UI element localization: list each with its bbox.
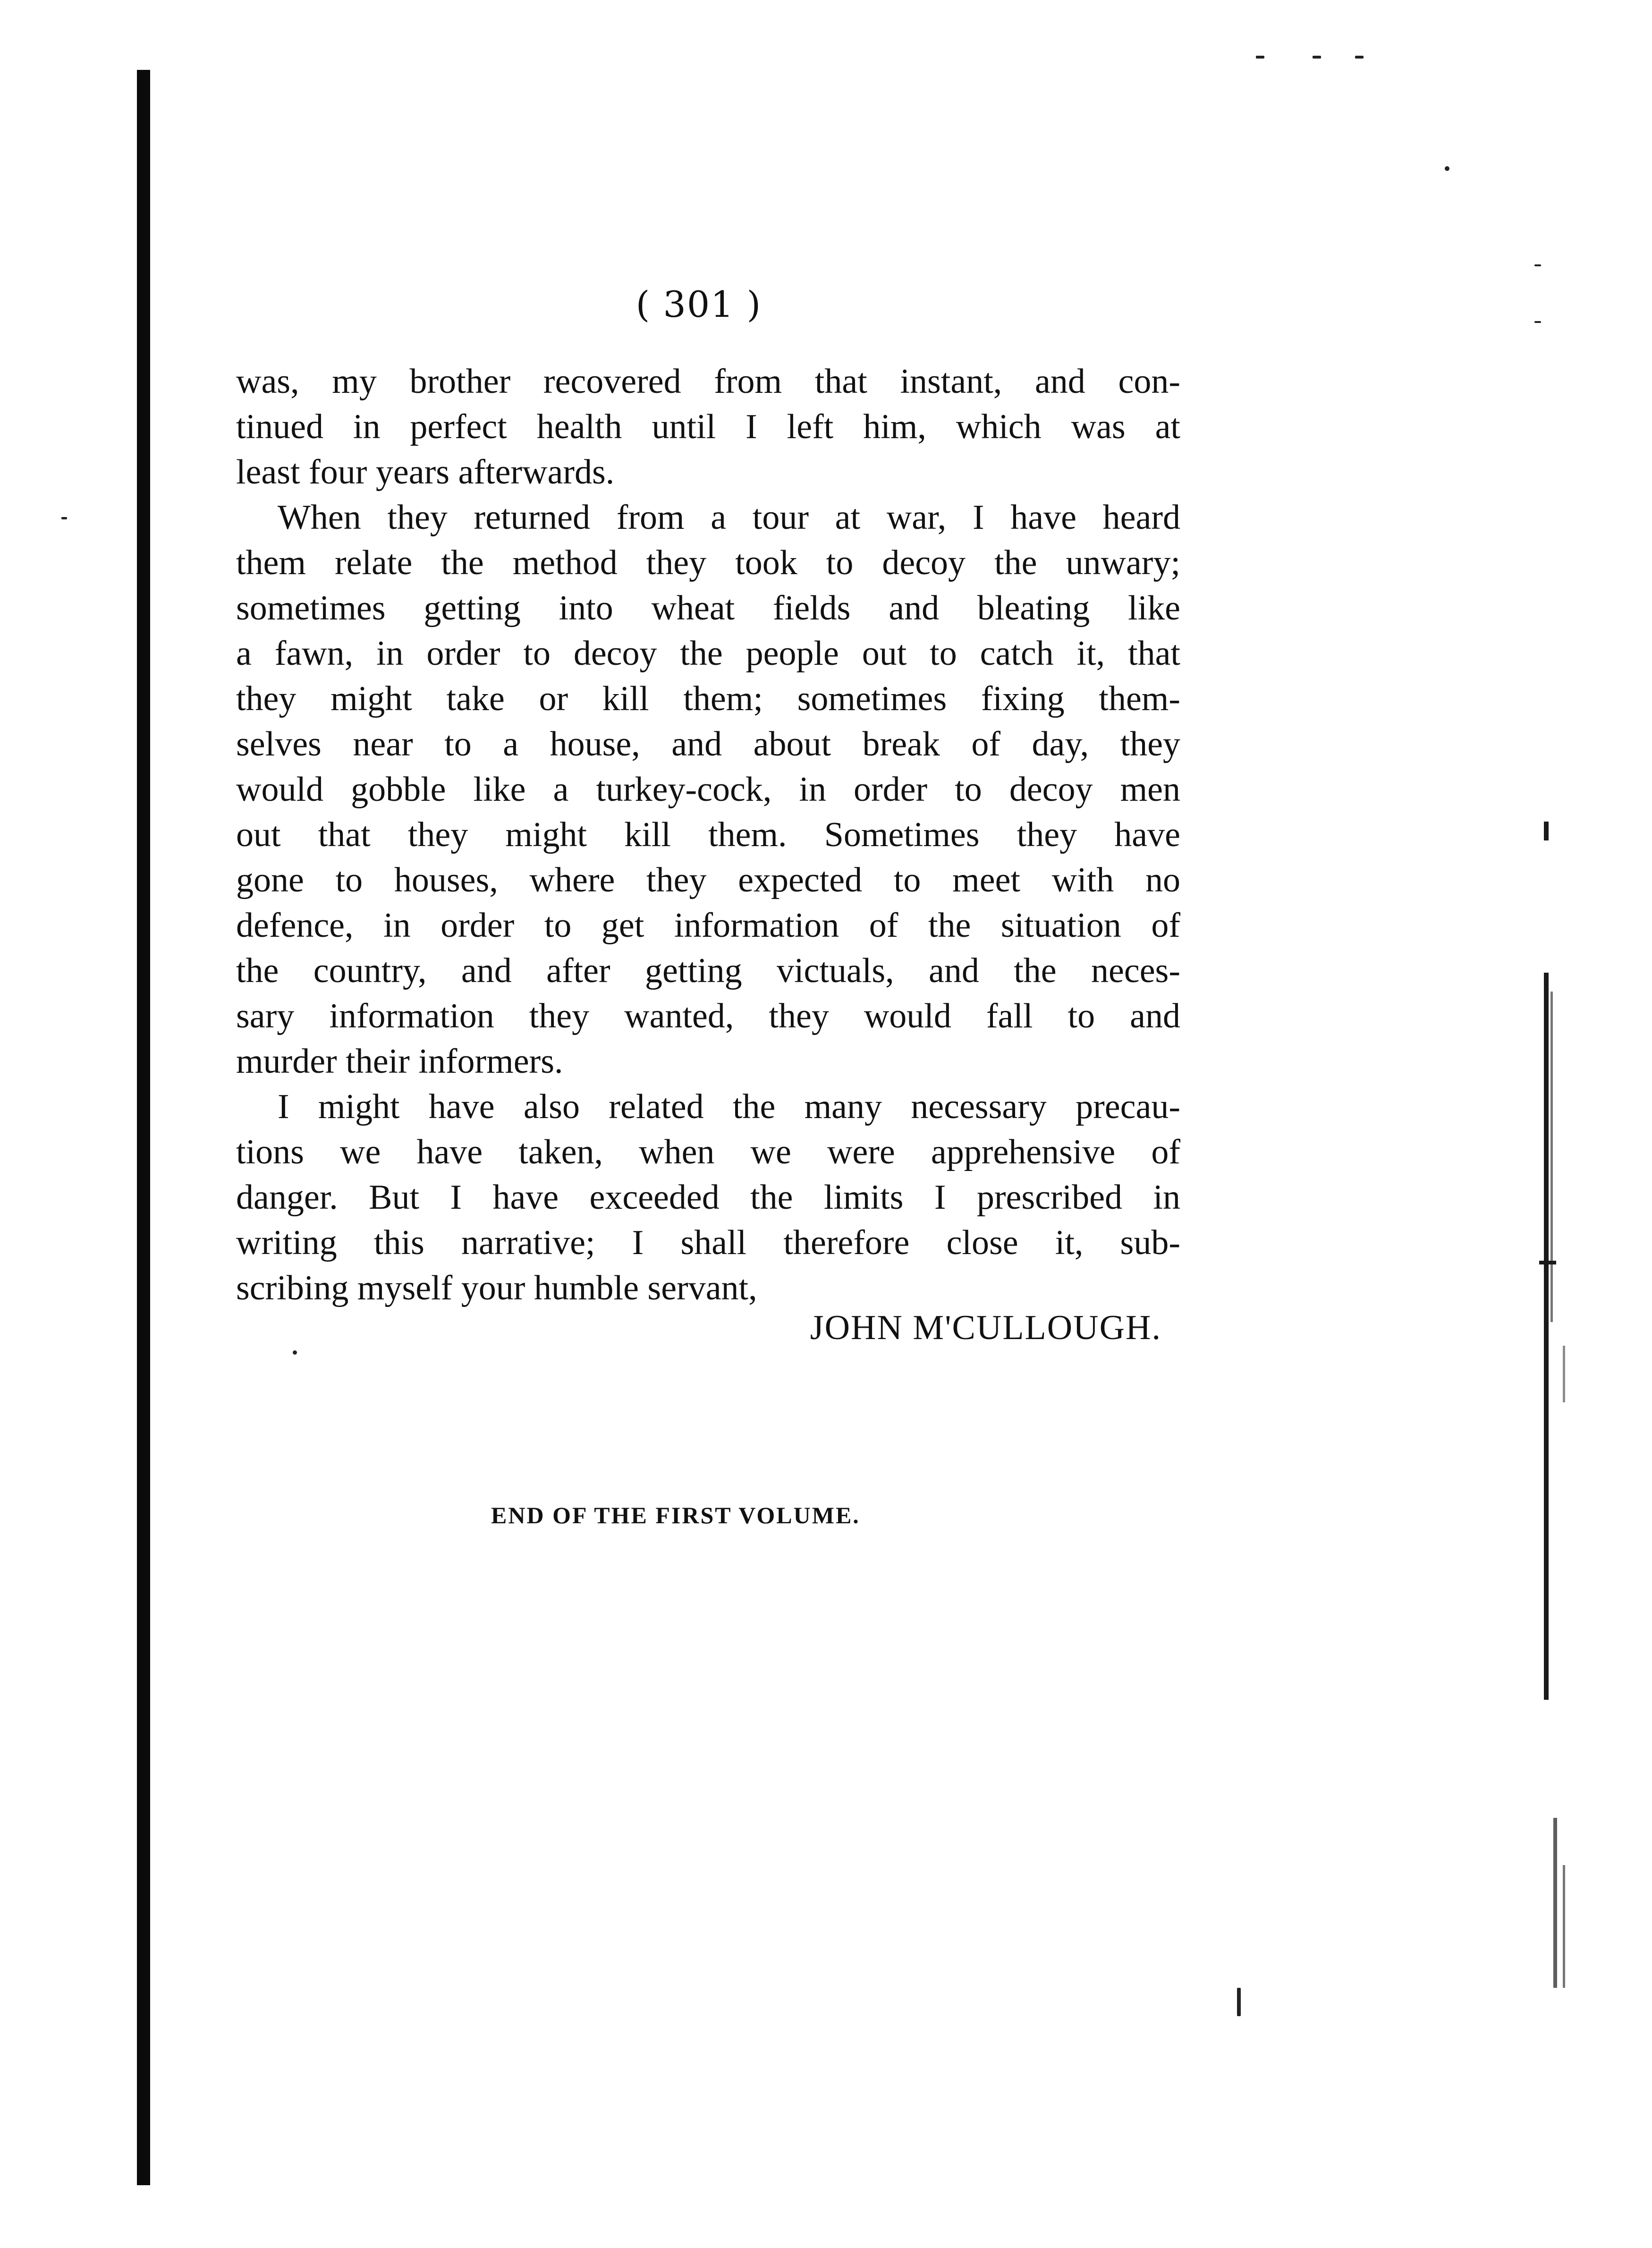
text-line: When they returned from a tour at war, I have heard — [278, 498, 1180, 537]
end-of-volume-note: END OF THE FIRST VOLUME. — [491, 1502, 860, 1528]
text-line: writing this narrative; I shall therefore close it, sub- — [236, 1223, 1180, 1262]
text-line: would gobble like a turkey-cock, in order to decoy men — [236, 770, 1180, 809]
text-line: sary information they wanted, they would fall to and — [236, 997, 1180, 1035]
text-line: murder their informers. — [236, 1042, 563, 1081]
page-edge-scan-artifacts — [1544, 614, 1586, 2172]
text-line: they might take or kill them; sometimes fixing them- — [236, 679, 1180, 718]
text-line: tions we have taken, when we were apprehensive of — [236, 1133, 1180, 1171]
text-line: danger. But I have exceeded the limits I prescribed in — [236, 1178, 1180, 1217]
text-line: I might have also related the many necessary precau- — [278, 1087, 1180, 1126]
text-line: sometimes getting into wheat fields and bleating like — [236, 589, 1180, 628]
page-number: ( 301 ) — [635, 283, 762, 325]
paragraph — [236, 495, 1180, 1084]
text-line: was, my brother recovered from that instant, and con- — [236, 362, 1180, 401]
text-line: the country, and after getting victuals, and the neces- — [236, 951, 1180, 990]
paragraph — [236, 359, 1180, 495]
text-line: them relate the method they took to decoy the unwary; — [236, 543, 1180, 582]
text-line: out that they might kill them. Sometimes they have — [236, 815, 1180, 854]
text-line: least four years afterwards. — [236, 453, 615, 492]
text-line: a fawn, in order to decoy the people out to catch it, that — [236, 634, 1180, 673]
body-text — [236, 359, 1180, 1311]
text-line: gone to houses, where they expected to meet with no — [236, 861, 1180, 899]
text-line: selves near to a house, and about break of day, they — [236, 725, 1180, 763]
text-line: scribing myself your humble servant, — [236, 1269, 757, 1307]
author-signature: JOHN M'CULLOUGH. — [810, 1308, 1161, 1347]
text-line: defence, in order to get information of the situation of — [236, 906, 1180, 945]
text-line: tinued in perfect health until I left him, which was at — [236, 407, 1180, 446]
binding-edge-bar — [137, 70, 150, 2185]
paragraph — [236, 1084, 1180, 1311]
